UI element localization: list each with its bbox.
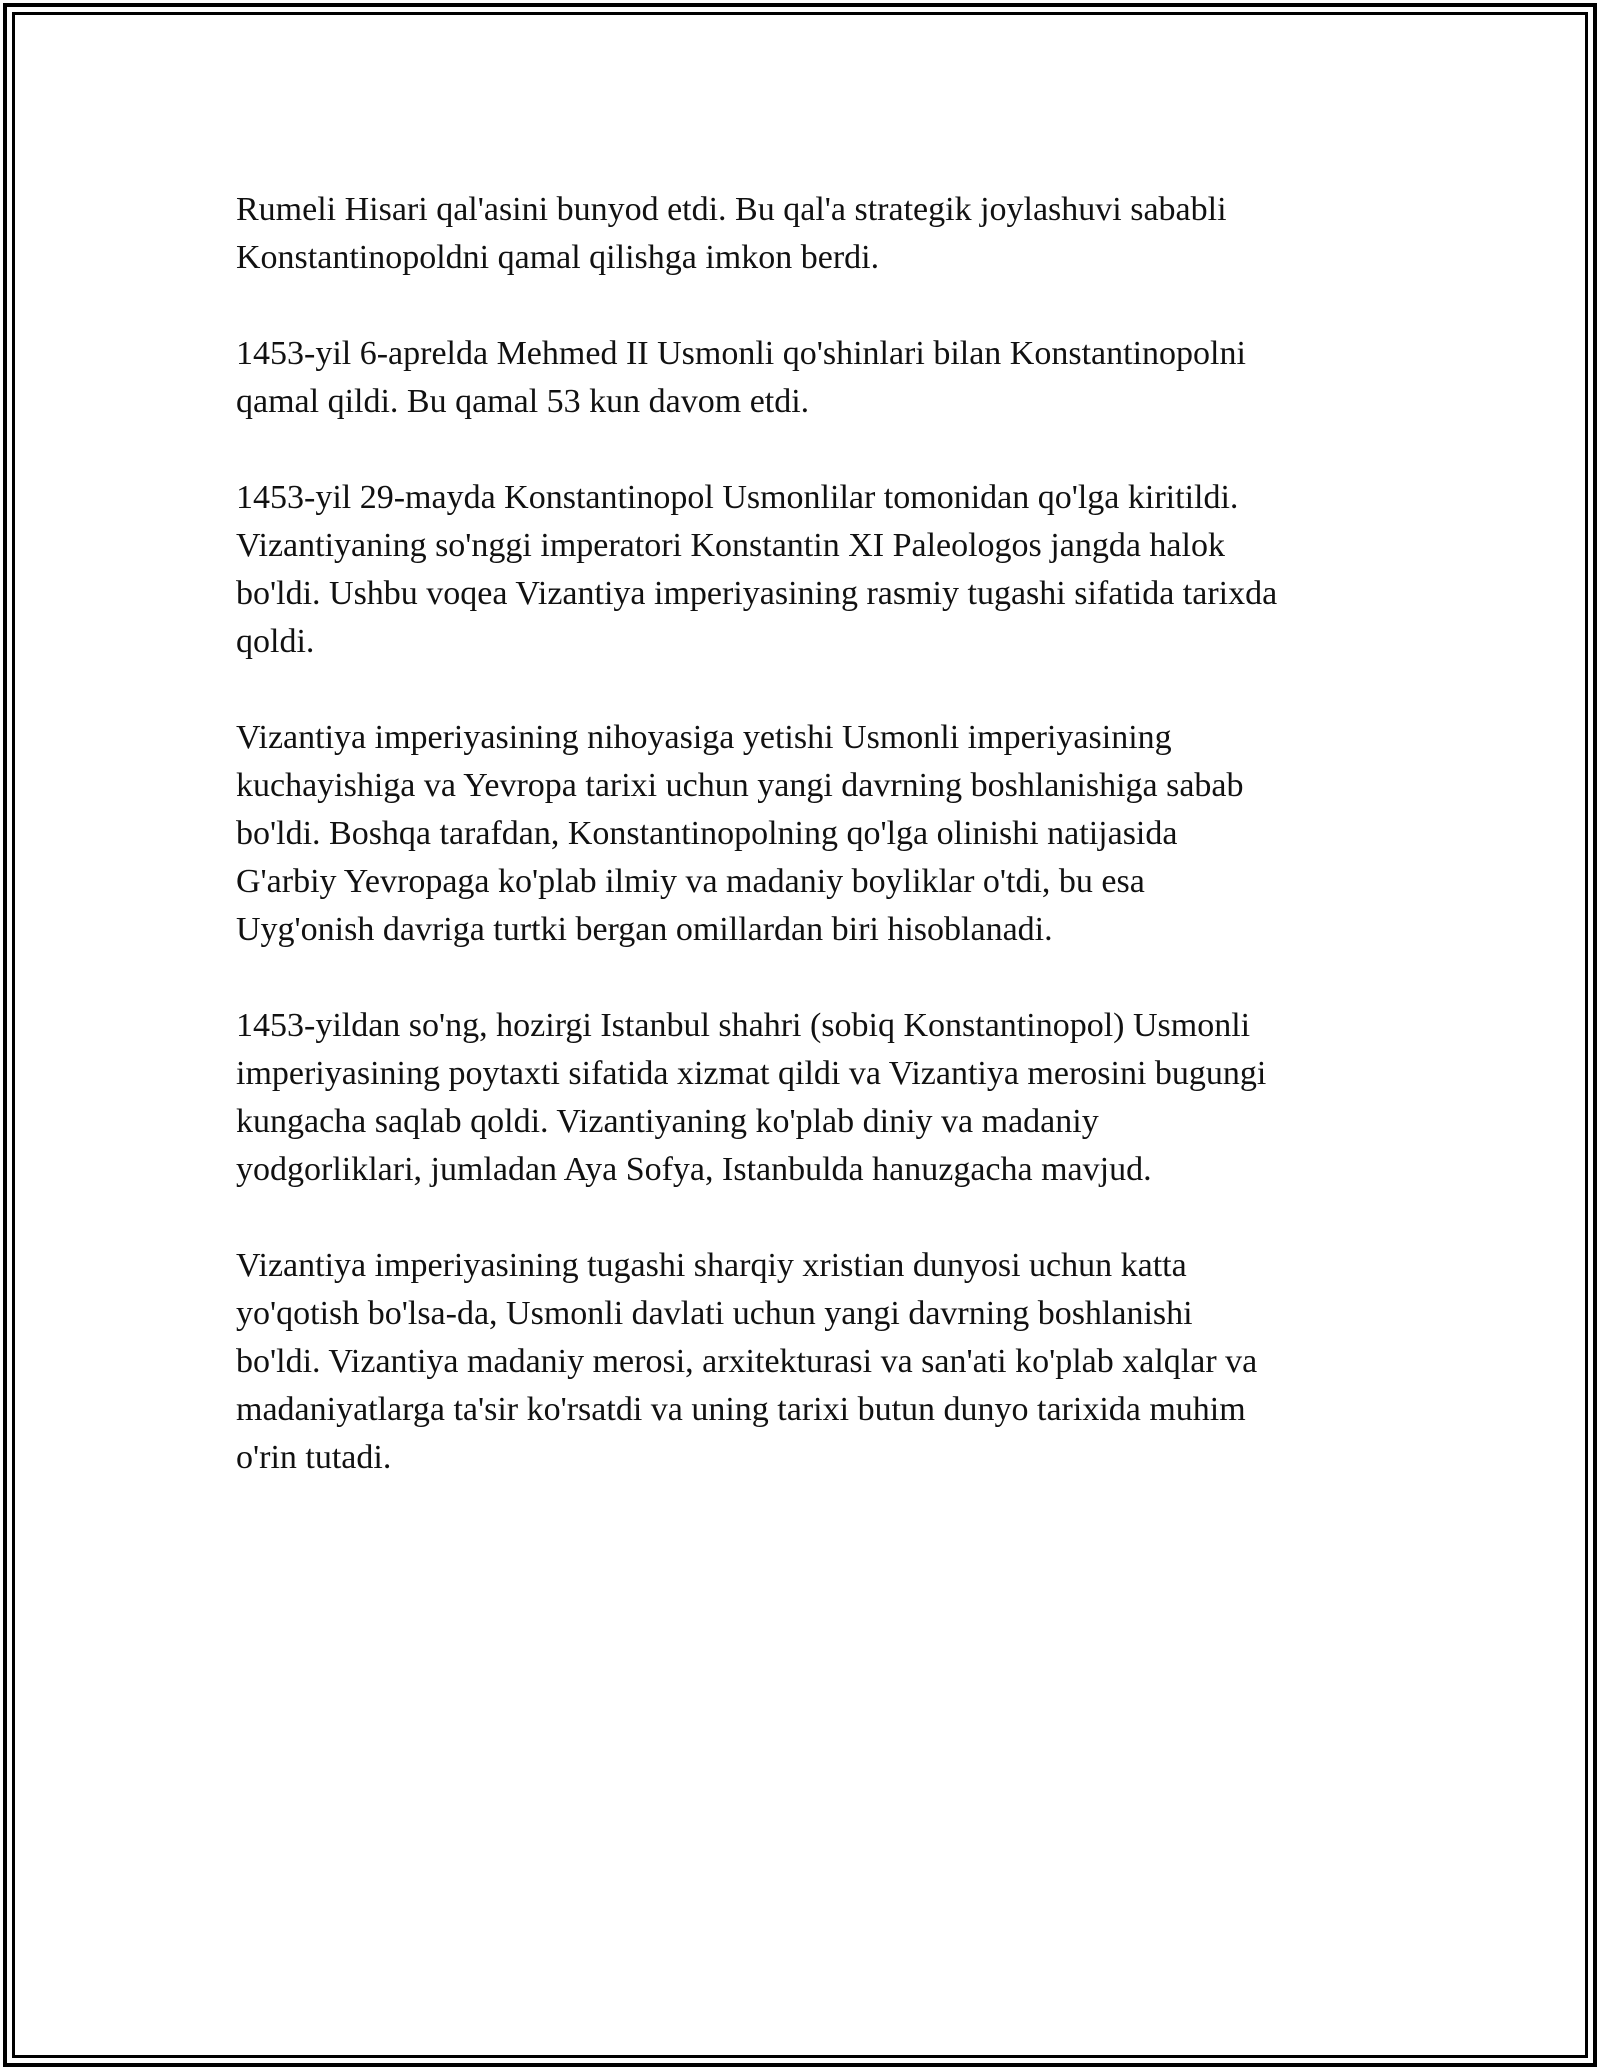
text-line: Uyg'onish davriga turtki bergan omillardan biri hisoblanadi. bbox=[236, 911, 1053, 948]
text-line: 1453-yil 29-mayda Konstantinopol Usmonlilar tomonidan qo'lga kiritildi. bbox=[236, 479, 1239, 516]
paragraph-istanbul-capital bbox=[236, 1002, 1376, 1194]
paragraph-siege-start bbox=[236, 330, 1376, 426]
text-line: Konstantinopoldni qamal qilishga imkon berdi. bbox=[236, 239, 880, 276]
text-line: Vizantiya imperiyasining tugashi sharqiy xristian dunyosi uchun katta bbox=[236, 1247, 1187, 1284]
text-line: qoldi. bbox=[236, 623, 315, 660]
text-line: imperiyasining poytaxti sifatida xizmat qildi va Vizantiya merosini bugungi bbox=[236, 1055, 1267, 1092]
text-line: Vizantiya imperiyasining nihoyasiga yetishi Usmonli imperiyasining bbox=[236, 719, 1172, 756]
text-line: kungacha saqlab qoldi. Vizantiyaning ko'plab diniy va madaniy bbox=[236, 1103, 1099, 1140]
text-line: madaniyatlarga ta'sir ko'rsatdi va uning tarixi butun dunyo tarixida muhim bbox=[236, 1391, 1246, 1428]
text-line: bo'ldi. Vizantiya madaniy merosi, arxitekturasi va san'ati ko'plab xalqlar va bbox=[236, 1343, 1258, 1380]
paragraph-rumeli-hisari bbox=[236, 186, 1376, 282]
text-line: o'rin tutadi. bbox=[236, 1439, 392, 1476]
text-line: kuchayishiga va Yevropa tarixi uchun yangi davrning boshlanishiga sabab bbox=[236, 767, 1244, 804]
paragraph-fall-of-constantinople bbox=[236, 474, 1376, 666]
text-line: Vizantiyaning so'nggi imperatori Konstantin XI Paleologos jangda halok bbox=[236, 527, 1225, 564]
text-line: 1453-yildan so'ng, hozirgi Istanbul shahri (sobiq Konstantinopol) Usmonli bbox=[236, 1007, 1251, 1044]
text-line: yo'qotish bo'lsa-da, Usmonli davlati uchun yangi davrning boshlanishi bbox=[236, 1295, 1193, 1332]
paragraph-legacy bbox=[236, 1242, 1376, 1482]
text-line: qamal qildi. Bu qamal 53 kun davom etdi. bbox=[236, 383, 810, 420]
text-line: bo'ldi. Boshqa tarafdan, Konstantinopolning qo'lga olinishi natijasida bbox=[236, 815, 1178, 852]
text-line: Rumeli Hisari qal'asini bunyod etdi. Bu qal'a strategik joylashuvi sababli bbox=[236, 191, 1227, 228]
document-body bbox=[236, 186, 1376, 1530]
text-line: yodgorliklari, jumladan Aya Sofya, Istanbulda hanuzgacha mavjud. bbox=[236, 1151, 1152, 1188]
text-line: bo'ldi. Ushbu voqea Vizantiya imperiyasining rasmiy tugashi sifatida tarixda bbox=[236, 575, 1278, 612]
paragraph-consequences bbox=[236, 714, 1376, 954]
text-line: 1453-yil 6-aprelda Mehmed II Usmonli qo'shinlari bilan Konstantinopolni bbox=[236, 335, 1246, 372]
text-line: G'arbiy Yevropaga ko'plab ilmiy va madaniy boyliklar o'tdi, bu esa bbox=[236, 863, 1145, 900]
